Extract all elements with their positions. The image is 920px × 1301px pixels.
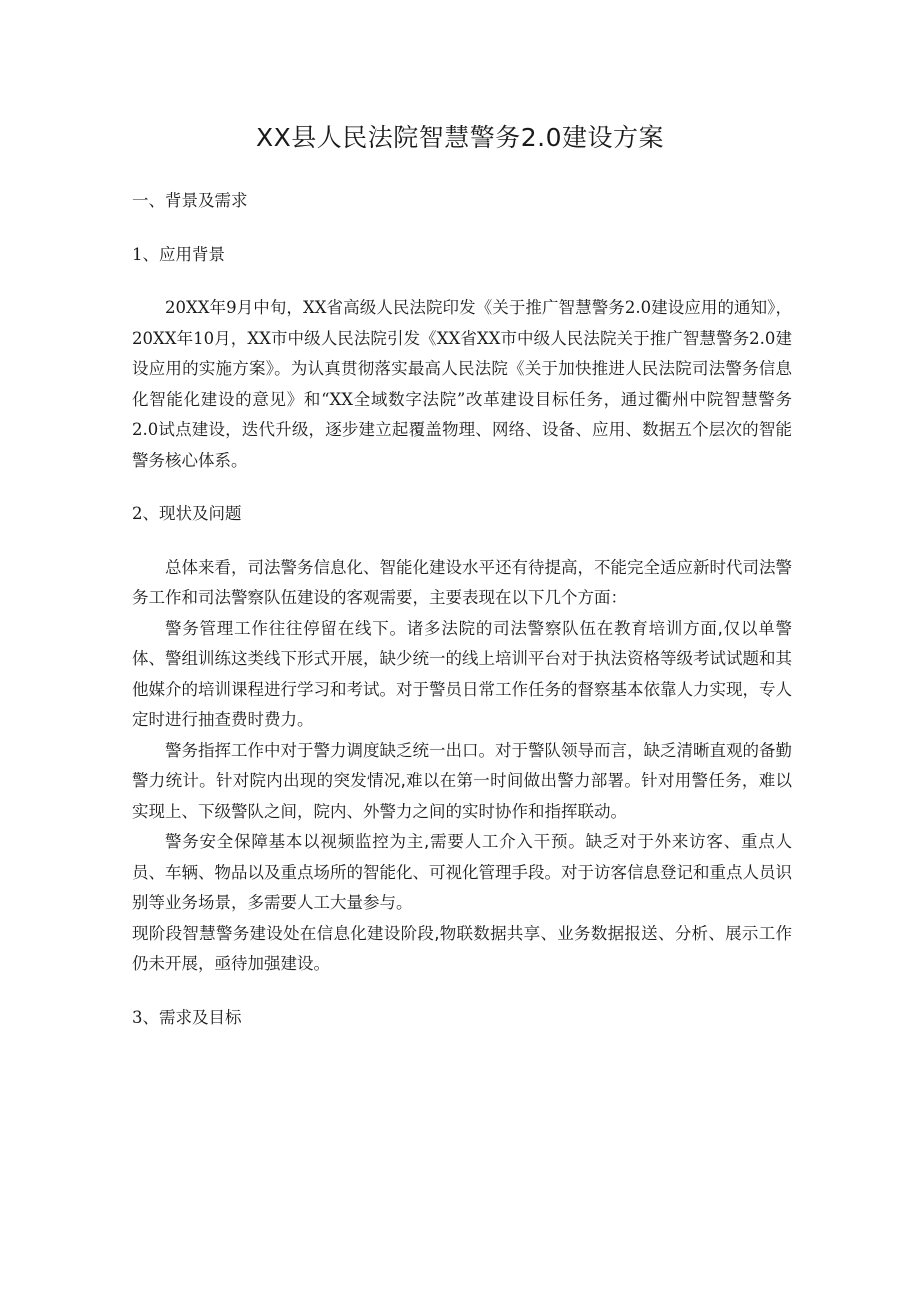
paragraph-command-dispatch: 警务指挥工作中对于警力调度缺乏统一出口。对于警队领导而言，缺乏清晰直观的备勤警力统计。针对院内出现的突发情况,难以在第一时间做出警力部署。针对用警任务，难以实现上、下级警队之间，院内、外警力之间的实时协作和指挥联动。	[132, 740, 792, 821]
paragraph-management-offline: 警务管理工作往往停留在线下。诸多法院的司法警察队伍在教育培训方面,仅以单警体、警组训练这类线下形式开展，缺少统一的线上培训平台对于执法资格等级考试试题和其他媒介的培训课程进行学习和考试。对于警员日常工作任务的督察基本依靠人力实现，专人定时进行抽查费时费力。	[132, 618, 792, 729]
document-title: XX县人民法院智慧警务2.0建设方案	[255, 123, 664, 152]
section-heading-background: 一、背景及需求	[132, 191, 248, 210]
document-body	[132, 186, 792, 1033]
subsection-heading-status-problems: 2、现状及问题	[132, 504, 242, 523]
paragraph-status-overview: 总体来看，司法警务信息化、智能化建设水平还有待提高，不能完全适应新时代司法警务工作和司法警察队伍建设的客观需要，主要表现在以下几个方面：	[132, 557, 792, 607]
paragraph-current-stage: 现阶段智慧警务建设处在信息化建设阶段,物联数据共享、业务数据报送、分析、展示工作仍未开展，亟待加强建设。	[132, 923, 792, 973]
subsection-heading-application-background: 1、应用背景	[132, 244, 225, 264]
subsection-heading-needs-goals: 3、需求及目标	[132, 1007, 242, 1027]
paragraph-security-monitoring: 警务安全保障基本以视频监控为主,需要人工介入干预。缺乏对于外来访客、重点人员、车辆、物品以及重点场所的智能化、可视化管理手段。对于访客信息登记和重点人员识别等业务场景，多需要人工大量参与。	[132, 832, 792, 912]
paragraph-application-background: 20XX年9月中旬，XX省高级人民法院印发《关于推广智慧警务2.0建设应用的通知》，20XX年10月，XX市中级人民法院引发《XX省XX市中级人民法院关于推广智慧警务2.0建设应用的实施方案》。为认真贯彻落实最高人民法院《关于加快推进人民法院司法警务信息化智能化建设的意见》和“XX全域数字法院”改革建设目标任务，通过衢州中院智慧警务2.0试点建设，迭代升级，逐步建立起覆盖物理、网络、设备、应用、数据五个层次的智能警务核心体系。	[132, 298, 792, 470]
